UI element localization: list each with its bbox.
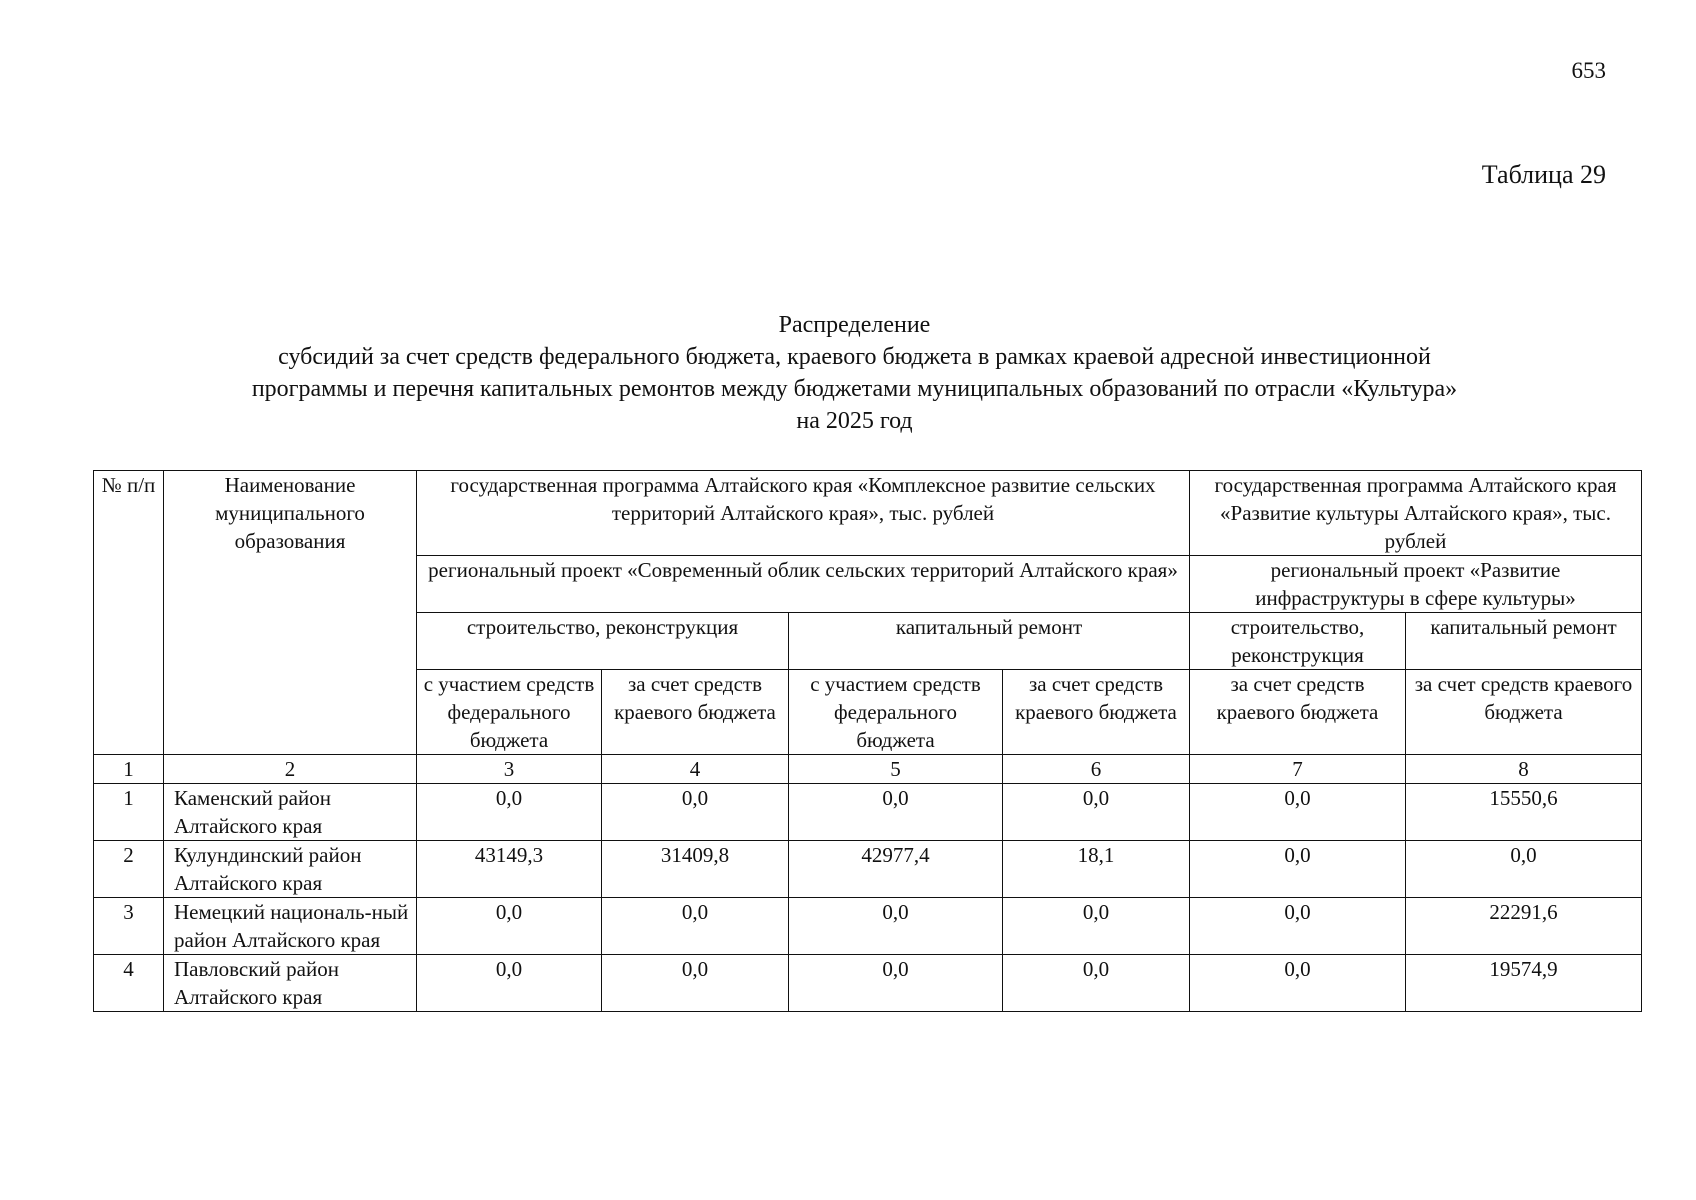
header-row-1	[94, 471, 1642, 556]
header-federal-share-2: с участием средств федерального бюджета	[789, 670, 1003, 755]
row-number: 4	[94, 955, 164, 1012]
value-col-7: 0,0	[1190, 841, 1406, 898]
header-regional-only-4: за счет средств краевого бюджета	[1406, 670, 1642, 755]
table-row	[94, 898, 1642, 955]
header-regional-only: за счет средств краевого бюджета	[602, 670, 789, 755]
document-title	[93, 309, 1616, 437]
value-col-7: 0,0	[1190, 955, 1406, 1012]
table-row	[94, 841, 1642, 898]
municipality-name: Павловский район Алтайского края	[164, 955, 417, 1012]
value-col-5: 0,0	[789, 955, 1003, 1012]
value-col-4: 0,0	[602, 784, 789, 841]
table-row	[94, 784, 1642, 841]
value-col-6: 0,0	[1003, 898, 1190, 955]
header-project-1: региональный проект «Современный облик сельских территорий Алтайского края»	[417, 556, 1190, 613]
column-number: 5	[789, 755, 1003, 784]
title-line-4: на 2025 год	[796, 408, 913, 434]
header-capital-repair: капитальный ремонт	[789, 613, 1190, 670]
value-col-4: 31409,8	[602, 841, 789, 898]
column-number: 2	[164, 755, 417, 784]
column-number: 8	[1406, 755, 1642, 784]
row-number: 1	[94, 784, 164, 841]
row-number: 3	[94, 898, 164, 955]
value-col-3: 0,0	[417, 955, 602, 1012]
value-col-3: 43149,3	[417, 841, 602, 898]
value-col-8: 19574,9	[1406, 955, 1642, 1012]
header-col-name: Наименование муниципального образования	[164, 471, 417, 755]
municipality-name: Кулундинский район Алтайского края	[164, 841, 417, 898]
column-number: 7	[1190, 755, 1406, 784]
header-construction: строительство, реконструкция	[417, 613, 789, 670]
title-line-1: Распределение	[778, 312, 931, 338]
value-col-7: 0,0	[1190, 898, 1406, 955]
header-federal-share: с участием средств федерального бюджета	[417, 670, 602, 755]
municipality-name: Немецкий националь-ный район Алтайского края	[164, 898, 417, 955]
value-col-4: 0,0	[602, 955, 789, 1012]
value-col-5: 42977,4	[789, 841, 1003, 898]
column-number: 1	[94, 755, 164, 784]
column-number: 3	[417, 755, 602, 784]
value-col-8: 15550,6	[1406, 784, 1642, 841]
header-program-1: государственная программа Алтайского края «Комплексное развитие сельских территорий Алтайского края», тыс. рублей	[417, 471, 1190, 556]
header-program-2: государственная программа Алтайского края «Развитие культуры Алтайского края», тыс. рублей	[1190, 471, 1642, 556]
value-col-6: 0,0	[1003, 955, 1190, 1012]
value-col-4: 0,0	[602, 898, 789, 955]
header-col-num: № п/п	[94, 471, 164, 755]
municipality-name: Каменский район Алтайского края	[164, 784, 417, 841]
subsidy-table	[93, 470, 1642, 1012]
header-construction-2: строительство, реконструкция	[1190, 613, 1406, 670]
value-col-3: 0,0	[417, 898, 602, 955]
row-number: 2	[94, 841, 164, 898]
value-col-5: 0,0	[789, 898, 1003, 955]
header-regional-only-2: за счет средств краевого бюджета	[1003, 670, 1190, 755]
title-line-3: программы и перечня капитальных ремонтов между бюджетами муниципальных образований по отрасли «Культура»	[251, 376, 1458, 402]
table-label: Таблица 29	[1481, 160, 1606, 189]
value-col-8: 0,0	[1406, 841, 1642, 898]
title-line-2: субсидий за счет средств федерального бюджета, краевого бюджета в рамках краевой адресной инвестиционной	[278, 344, 1431, 370]
column-number: 6	[1003, 755, 1190, 784]
column-number: 4	[602, 755, 789, 784]
value-col-3: 0,0	[417, 784, 602, 841]
value-col-8: 22291,6	[1406, 898, 1642, 955]
page-number: 653	[1571, 58, 1606, 83]
header-regional-only-3: за счет средств краевого бюджета	[1190, 670, 1406, 755]
value-col-6: 18,1	[1003, 841, 1190, 898]
header-capital-repair-2: капитальный ремонт	[1406, 613, 1642, 670]
value-col-7: 0,0	[1190, 784, 1406, 841]
table-row	[94, 955, 1642, 1012]
value-col-6: 0,0	[1003, 784, 1190, 841]
column-numbers-row	[94, 755, 1642, 784]
value-col-5: 0,0	[789, 784, 1003, 841]
header-project-2: региональный проект «Развитие инфраструктуры в сфере культуры»	[1190, 556, 1642, 613]
